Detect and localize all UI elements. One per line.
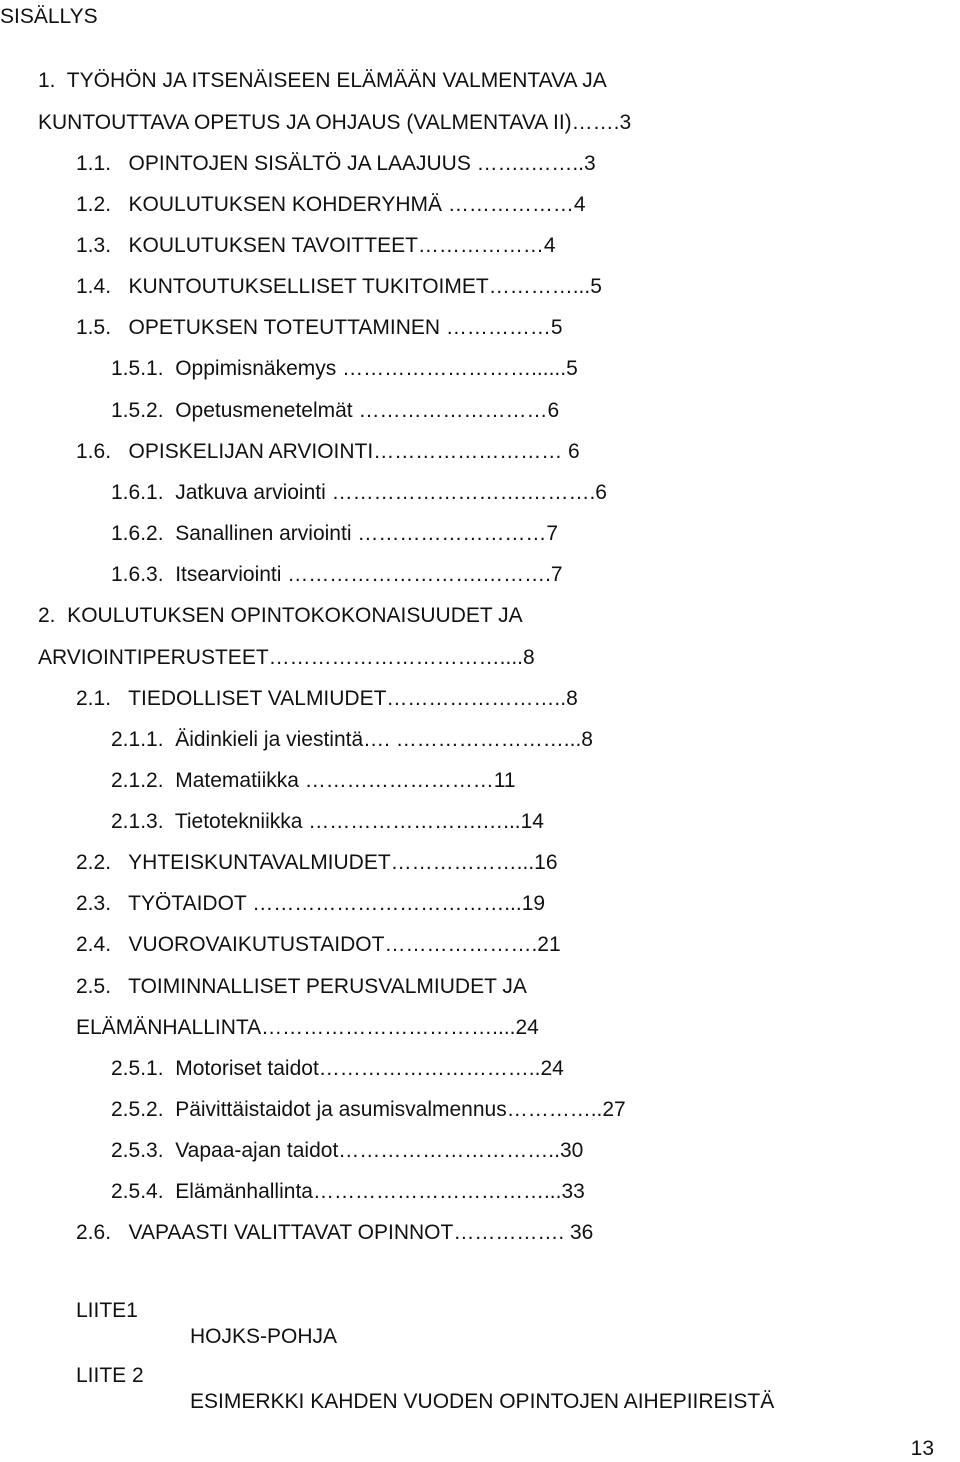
toc-entry: 2.5.2. Päivittäistaidot ja asumisvalmennus…………..27 — [111, 1098, 626, 1121]
toc-entry: 2.5.1. Motoriset taidot…………………………..24 — [111, 1057, 564, 1080]
page-number: 13 — [910, 1437, 934, 1460]
toc-entry: 2.5. TOIMINNALLISET PERUSVALMIUDET JA — [76, 975, 527, 998]
toc-entry: 2.3. TYÖTAIDOT ………………………………...19 — [76, 892, 546, 915]
toc-entry: 1.6.3. Itsearviointi ……………………….……….7 — [111, 563, 563, 586]
toc-entry: 2.4. VUOROVAIKUTUSTAIDOT………………….21 — [76, 933, 561, 956]
toc-entry: 2.1.1. Äidinkieli ja viestintä…. ……………………...8 — [111, 728, 593, 751]
toc-entry: 2.5.3. Vapaa-ajan taidot…………………………..30 — [111, 1139, 584, 1162]
toc-entry: 2.5.4. Elämänhallinta……………………………...33 — [111, 1180, 585, 1203]
toc-entry: KUNTOUTTAVA OPETUS JA OHJAUS (VALMENTAVA II)…….3 — [38, 111, 632, 134]
toc-entry: ELÄMÄNHALLINTA……………………………....24 — [76, 1016, 539, 1039]
toc-entry: 2.1. TIEDOLLISET VALMIUDET……………………..8 — [76, 687, 578, 710]
toc-entry: 2.2. YHTEISKUNTAVALMIUDET………………...16 — [76, 851, 558, 874]
toc-entry: 2.1.2. Matematiikka ………………………11 — [111, 769, 516, 792]
toc-entry: 1.1. OPINTOJEN SISÄLTÖ JA LAAJUUS ……..……..3 — [76, 152, 596, 175]
toc-entry: 2.6. VAPAASTI VALITTAVAT OPINNOT……………. 36 — [76, 1221, 594, 1244]
appendix-label: LIITE1 — [76, 1299, 138, 1322]
toc-entry: 2. KOULUTUKSEN OPINTOKOKONAISUUDET JA — [38, 604, 523, 627]
toc-entry: 1.5. OPETUKSEN TOTEUTTAMINEN ……………5 — [76, 316, 563, 339]
toc-entry: 1.5.2. Opetusmenetelmät ………………………6 — [111, 399, 560, 422]
toc-entry: 1. TYÖHÖN JA ITSENÄISEEN ELÄMÄÄN VALMENTAVA JA — [38, 69, 607, 92]
toc-entry: 1.5.1. Oppimisnäkemys ………………………......5 — [111, 357, 578, 380]
appendix-entry — [0, 1337, 960, 1415]
appendix-title: HOJKS-POHJA — [190, 1325, 338, 1348]
toc-entry: 1.4. KUNTOUTUKSELLISET TUKITOIMET…………...5 — [76, 275, 602, 298]
toc-entry: ARVIOINTIPERUSTEET……………………………....8 — [38, 646, 535, 669]
page-heading: SISÄLLYS — [0, 5, 98, 28]
appendix-label: LIITE 2 — [76, 1364, 144, 1387]
toc-entry: 2.1.3. Tietotekniikka …………………….…...14 — [111, 810, 544, 833]
toc-entry: 1.6. OPISKELIJAN ARVIOINTI……………………… 6 — [76, 440, 580, 463]
toc-entry: 1.6.1. Jatkuva arviointi ……………………….……….6 — [111, 481, 607, 504]
toc-entry: 1.3. KOULUTUKSEN TAVOITTEET………………4 — [76, 234, 556, 257]
toc-entry: 1.2. KOULUTUKSEN KOHDERYHMÄ ………………4 — [76, 193, 586, 216]
appendix-title: ESIMERKKI KAHDEN VUODEN OPINTOJEN AIHEPIIREISTÄ — [190, 1390, 775, 1413]
toc-entry: 1.6.2. Sanallinen arviointi ………………………7 — [111, 522, 558, 545]
